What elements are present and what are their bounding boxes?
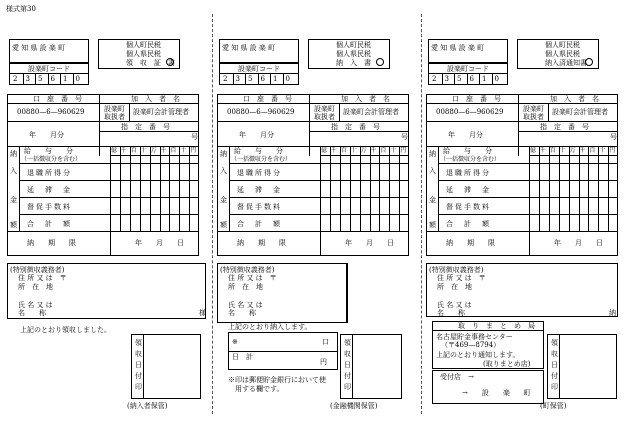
rule xyxy=(270,73,271,85)
receipt-digit-header: 円 xyxy=(190,147,197,154)
notice-code-digit: 3 xyxy=(444,75,449,83)
rule xyxy=(283,73,284,85)
receipt-title-line: 個人県民税 xyxy=(126,50,161,58)
rule xyxy=(442,73,443,85)
payment-due-label: 納 期 限 xyxy=(237,239,286,247)
receipt-code-digit: 3 xyxy=(25,75,30,83)
rule xyxy=(23,73,24,85)
payment-row-retire: 退職所得分 xyxy=(237,169,282,177)
rule xyxy=(426,121,618,122)
notice-subscriber-role: 設楽町 取扱者 xyxy=(523,105,544,121)
receipt-period: 年 月分 xyxy=(29,131,64,139)
notice-title-line: 納入済通知書 xyxy=(545,59,587,67)
notice-center: 名古屋貯金事務センター xyxy=(436,333,513,341)
notice-go-label: 号 xyxy=(610,133,617,141)
rule xyxy=(569,146,570,231)
payment-account-no-label: 口 座 番 号 xyxy=(243,95,292,103)
receipt-name-label: 氏 名 又 は xyxy=(18,301,53,309)
rule xyxy=(330,146,331,231)
rule xyxy=(189,146,190,231)
rule xyxy=(233,73,234,85)
receipt-side-label: 額 xyxy=(10,221,17,229)
payment-address-sub: 所 在 地 xyxy=(228,283,263,291)
notice-designated-no-label: 指 定 番 号 xyxy=(540,123,589,131)
receipt-digit-header: 十 xyxy=(140,147,147,154)
receipt-due-date: 年 月 日 xyxy=(135,239,184,247)
rule xyxy=(258,73,259,85)
payment-yen-unit: 円 xyxy=(320,358,327,366)
rule xyxy=(320,155,409,156)
notice-digit-header: 千 xyxy=(579,147,586,154)
notice-code-digit: 0 xyxy=(494,75,499,83)
payment-side-label: 納 xyxy=(220,150,227,158)
receipt-row-fee: 督促手数料 xyxy=(27,203,72,211)
rule xyxy=(320,231,321,256)
notice-name-sub: 名 称 xyxy=(437,309,465,317)
payment-subscriber-label: 加 入 者 名 xyxy=(341,95,390,103)
rule xyxy=(217,231,409,232)
receipt-go-label: 号 xyxy=(191,133,198,141)
receipt-pay-label: 給 与 分 xyxy=(24,147,73,155)
rule xyxy=(309,131,409,132)
notice-side-label: 金 xyxy=(429,196,436,204)
notice-subscriber-name: 設楽町会計管理者 xyxy=(552,108,608,116)
notice-digit-header: 十 xyxy=(599,147,606,154)
receipt-code-digit: 5 xyxy=(38,75,43,83)
seal-icon xyxy=(166,58,174,66)
rule xyxy=(150,146,151,231)
rule xyxy=(438,180,618,181)
receipt-digit-header: 億 xyxy=(111,147,118,154)
receipt-digit-header: 百 xyxy=(130,147,137,154)
notice-row-retire: 退職所得分 xyxy=(446,169,491,177)
rule xyxy=(539,146,540,231)
notice-digit-header: 万 xyxy=(569,147,576,154)
rule xyxy=(19,214,199,215)
notice-postal: （〒469—8794） xyxy=(441,341,501,349)
payment-side-label: 額 xyxy=(220,221,227,229)
payment-footer: (金融機関保管) xyxy=(330,402,378,410)
rule xyxy=(479,73,480,85)
cut-line xyxy=(212,14,213,414)
rule xyxy=(438,163,618,164)
payment-digit-header: 千 xyxy=(330,147,337,154)
rule xyxy=(99,131,199,132)
notice-subscriber-label: 加 入 者 名 xyxy=(550,95,599,103)
payment-stamp-label: 領収日付印 xyxy=(344,339,351,391)
notice-obligor-label: (特別徴収義務者) xyxy=(429,266,484,274)
receipt-row-late: 延 滞 金 xyxy=(27,186,72,194)
payment-digit-header: 万 xyxy=(360,147,367,154)
payment-side-label: 入 xyxy=(220,167,227,175)
rule xyxy=(438,214,618,215)
rule xyxy=(492,73,493,85)
form-number: 様式第30 xyxy=(6,5,36,13)
rule xyxy=(143,334,144,399)
payment-code-label: 設楽町コード xyxy=(238,65,280,73)
rule xyxy=(73,73,74,85)
rule xyxy=(389,146,390,231)
rule xyxy=(7,231,199,232)
rule xyxy=(608,146,609,231)
payment-name-label: 氏 名 又 は xyxy=(228,301,263,309)
rule xyxy=(598,146,599,231)
rule xyxy=(19,180,199,181)
notice-digit-header: 十 xyxy=(559,147,566,154)
receipt-account-no: 00880—6—960629 xyxy=(17,108,85,116)
rule xyxy=(549,146,550,231)
notice-account-no: 00880—6—960629 xyxy=(436,108,504,116)
notice-pay-label: 給 与 分 xyxy=(443,147,492,155)
rule xyxy=(129,103,130,121)
notice-row-late: 延 滞 金 xyxy=(446,186,491,194)
rule xyxy=(340,146,341,231)
notice-collector-label: 取 り ま と め 局 xyxy=(458,322,535,330)
payment-row-late: 延 滞 金 xyxy=(237,186,282,194)
rule xyxy=(229,146,230,231)
receipt-digit-header: 百 xyxy=(170,147,177,154)
notice-row-fee: 督促手数料 xyxy=(446,203,491,211)
payment-note: ※印は郵便貯金銀行において使 用する欄です。 xyxy=(228,376,326,393)
rule xyxy=(360,146,361,231)
rule xyxy=(529,231,530,256)
rule xyxy=(432,330,544,331)
rule xyxy=(350,146,351,231)
notice-municipality: 愛 知 県 設 楽 町 xyxy=(431,44,485,52)
rule xyxy=(19,146,20,231)
rule xyxy=(217,103,409,104)
rule xyxy=(529,155,618,156)
notice-digit-header: 億 xyxy=(530,147,537,154)
notice-digit-header: 百 xyxy=(589,147,596,154)
cut-line xyxy=(421,14,422,414)
rule xyxy=(110,155,199,156)
notice-footer: (町保管) xyxy=(540,402,567,410)
payment-title-line: 納 入 書 xyxy=(336,59,371,67)
notice-code-digit: 5 xyxy=(457,75,462,83)
notice-code-digit: 6 xyxy=(469,75,474,83)
notice-digit-header: 千 xyxy=(539,147,546,154)
rule xyxy=(229,197,409,198)
notice-code-digit: 2 xyxy=(432,75,437,83)
notice-side-label: 額 xyxy=(429,221,436,229)
rule xyxy=(438,197,618,198)
rule xyxy=(347,263,348,323)
notice-stamp-label: 領収日付印 xyxy=(551,339,558,391)
rule xyxy=(9,73,89,74)
receipt-obligor-label: (特別徴収義務者) xyxy=(10,266,65,274)
receipt-received-text: 上記のとおり領収しました。 xyxy=(20,326,111,334)
payment-subscriber-name: 設楽町会計管理者 xyxy=(343,108,399,116)
payment-count-unit: 口 xyxy=(322,338,329,346)
notice-receiving-label: 受付店 → xyxy=(440,373,474,381)
payment-row-fee: 督促手数料 xyxy=(237,203,282,211)
payment-code-digit: 1 xyxy=(273,75,278,83)
notice-pay-sub: （一括徴収分を含む） xyxy=(440,156,501,163)
payment-digit-header: 百 xyxy=(340,147,347,154)
receipt-title-line: 個人町民税 xyxy=(126,41,161,49)
receipt-subscriber-label: 加 入 者 名 xyxy=(131,95,180,103)
receipt-designated-no-label: 指 定 番 号 xyxy=(121,123,170,131)
payment-digit-header: 億 xyxy=(321,147,328,154)
notice-address-label: 住 所 又 は 〒 xyxy=(437,274,486,282)
receipt-subscriber-name: 設楽町会計管理者 xyxy=(133,108,189,116)
notice-title-line: 個人町民税 xyxy=(545,41,580,49)
receipt-code-digit: 0 xyxy=(75,75,80,83)
rule xyxy=(229,214,409,215)
receipt-digit-header: 千 xyxy=(160,147,167,154)
receipt-code-digit: 2 xyxy=(13,75,18,83)
rule xyxy=(428,73,508,74)
receipt-address-sub: 所 在 地 xyxy=(18,283,53,291)
notice-notice-text: 上記のとおり通知します。 xyxy=(436,351,520,359)
rule xyxy=(35,73,36,85)
rule xyxy=(120,146,121,231)
payment-row-total: 合 計 額 xyxy=(237,220,282,228)
payment-pay-label: 給 与 分 xyxy=(234,147,283,155)
rule xyxy=(339,103,340,121)
notice-title-line: 個人県民税 xyxy=(545,50,580,58)
rule xyxy=(19,163,199,164)
receipt-stamp-label: 領収日付印 xyxy=(135,339,142,391)
rule xyxy=(160,146,161,231)
payment-subscriber-role: 設楽町 取扱者 xyxy=(314,105,335,121)
notice-row-total: 合 計 額 xyxy=(446,220,491,228)
rule xyxy=(110,231,111,256)
notice-seal-label: 納 xyxy=(609,309,616,317)
payment-side-label: 金 xyxy=(220,196,227,204)
rule xyxy=(352,334,353,399)
rule xyxy=(579,146,580,231)
payment-code-digit: 0 xyxy=(285,75,290,83)
rule xyxy=(426,103,618,104)
receipt-name-sub: 名 称 xyxy=(18,309,46,317)
rule xyxy=(228,351,338,352)
rule xyxy=(7,103,199,104)
notice-digit-header: 円 xyxy=(609,147,616,154)
payment-title-line: 個人県民税 xyxy=(336,50,371,58)
receipt-title-line: 領 収 証 書 xyxy=(126,59,175,67)
notice-account-no-label: 口 座 番 号 xyxy=(452,95,501,103)
rule xyxy=(219,73,299,74)
receipt-due-label: 納 期 限 xyxy=(27,239,76,247)
payment-due-date: 年 月 日 xyxy=(345,239,394,247)
rule xyxy=(140,146,141,231)
receipt-code-digit: 6 xyxy=(50,75,55,83)
payment-code-digit: 5 xyxy=(248,75,253,83)
rule xyxy=(559,334,560,399)
rule xyxy=(245,73,246,85)
payment-digit-header: 十 xyxy=(350,147,357,154)
payment-designated-no-label: 指 定 番 号 xyxy=(331,123,380,131)
payment-code-digit: 3 xyxy=(235,75,240,83)
rule xyxy=(559,146,560,231)
receipt-footer: (納入者保管) xyxy=(127,402,168,410)
rule xyxy=(7,121,199,122)
payment-municipality: 愛 知 県 設 楽 町 xyxy=(222,44,276,52)
receipt-pay-sub: （一括徴収分を含む） xyxy=(21,156,82,163)
receipt-code-label: 設楽町コード xyxy=(28,65,70,73)
rule xyxy=(217,121,409,122)
notice-code-label: 設楽町コード xyxy=(447,65,489,73)
receipt-row-total: 合 計 額 xyxy=(27,220,72,228)
receipt-code-digit: 1 xyxy=(63,75,68,83)
rule xyxy=(60,73,61,85)
notice-name-label: 氏 名 又 は xyxy=(437,301,472,309)
receipt-seal-label: 様 xyxy=(199,309,206,317)
rule xyxy=(548,103,549,121)
payment-name-sub: 名 称 xyxy=(228,309,256,317)
rule xyxy=(229,163,409,164)
payment-digit-header: 千 xyxy=(370,147,377,154)
payment-digit-header: 十 xyxy=(390,147,397,154)
rule xyxy=(588,146,589,231)
receipt-side-label: 納 xyxy=(10,150,17,158)
receipt-municipality: 愛 知 県 設 楽 町 xyxy=(12,44,66,52)
rule xyxy=(169,146,170,231)
receipt-account-no-label: 口 座 番 号 xyxy=(33,95,82,103)
payment-title-line: 個人町民税 xyxy=(336,41,371,49)
receipt-row-retire: 退職所得分 xyxy=(27,169,72,177)
rule xyxy=(518,131,618,132)
rule xyxy=(179,146,180,231)
notice-digit-header: 百 xyxy=(549,147,556,154)
notice-arrow-to: → 設 楽 町 xyxy=(462,389,531,397)
receipt-side-label: 入 xyxy=(10,167,17,175)
rule xyxy=(454,73,455,85)
rule xyxy=(399,146,400,231)
notice-collector-office: (取りまとめ店) xyxy=(483,360,531,368)
payment-digit-header: 百 xyxy=(380,147,387,154)
receipt-side-label: 金 xyxy=(10,196,17,204)
rule xyxy=(320,146,321,231)
notice-address-sub: 所 在 地 xyxy=(437,283,472,291)
rule xyxy=(229,180,409,181)
notice-side-label: 納 xyxy=(429,150,436,158)
payment-period: 年 月分 xyxy=(239,131,274,139)
seal-icon xyxy=(585,58,593,66)
receipt-digit-header: 十 xyxy=(180,147,187,154)
rule xyxy=(110,146,111,231)
payment-code-digit: 2 xyxy=(223,75,228,83)
receipt-digit-header: 万 xyxy=(150,147,157,154)
payment-go-label: 号 xyxy=(401,133,408,141)
payment-digit-header: 円 xyxy=(400,147,407,154)
rule xyxy=(370,146,371,231)
receipt-subscriber-role: 設楽町 取扱者 xyxy=(104,105,125,121)
payment-account-no: 00880—6—960629 xyxy=(227,108,295,116)
payment-code-digit: 6 xyxy=(260,75,265,83)
notice-side-label: 入 xyxy=(429,167,436,175)
rule xyxy=(529,146,530,231)
payment-obligor-label: (特別徴収義務者) xyxy=(220,266,275,274)
rule xyxy=(426,231,618,232)
payment-address-label: 住 所 又 は 〒 xyxy=(228,274,277,282)
payment-paid-text: 上記のとおり納入します。 xyxy=(228,323,312,331)
payment-pay-sub: （一括徴収分を含む） xyxy=(231,156,292,163)
notice-period: 年 月分 xyxy=(448,131,483,139)
payment-note-mark: ※ xyxy=(232,338,238,346)
rule xyxy=(467,73,468,85)
rule xyxy=(48,73,49,85)
rule xyxy=(19,197,199,198)
payment-date-label: 日 計 xyxy=(232,353,253,361)
rule xyxy=(130,146,131,231)
notice-code-digit: 1 xyxy=(482,75,487,83)
notice-due-label: 納 期 限 xyxy=(446,239,495,247)
receipt-digit-header: 千 xyxy=(120,147,127,154)
notice-due-date: 年 月 日 xyxy=(554,239,603,247)
seal-icon xyxy=(376,58,384,66)
rule xyxy=(379,146,380,231)
rule xyxy=(438,146,439,231)
receipt-address-label: 住 所 又 は 〒 xyxy=(18,274,67,282)
